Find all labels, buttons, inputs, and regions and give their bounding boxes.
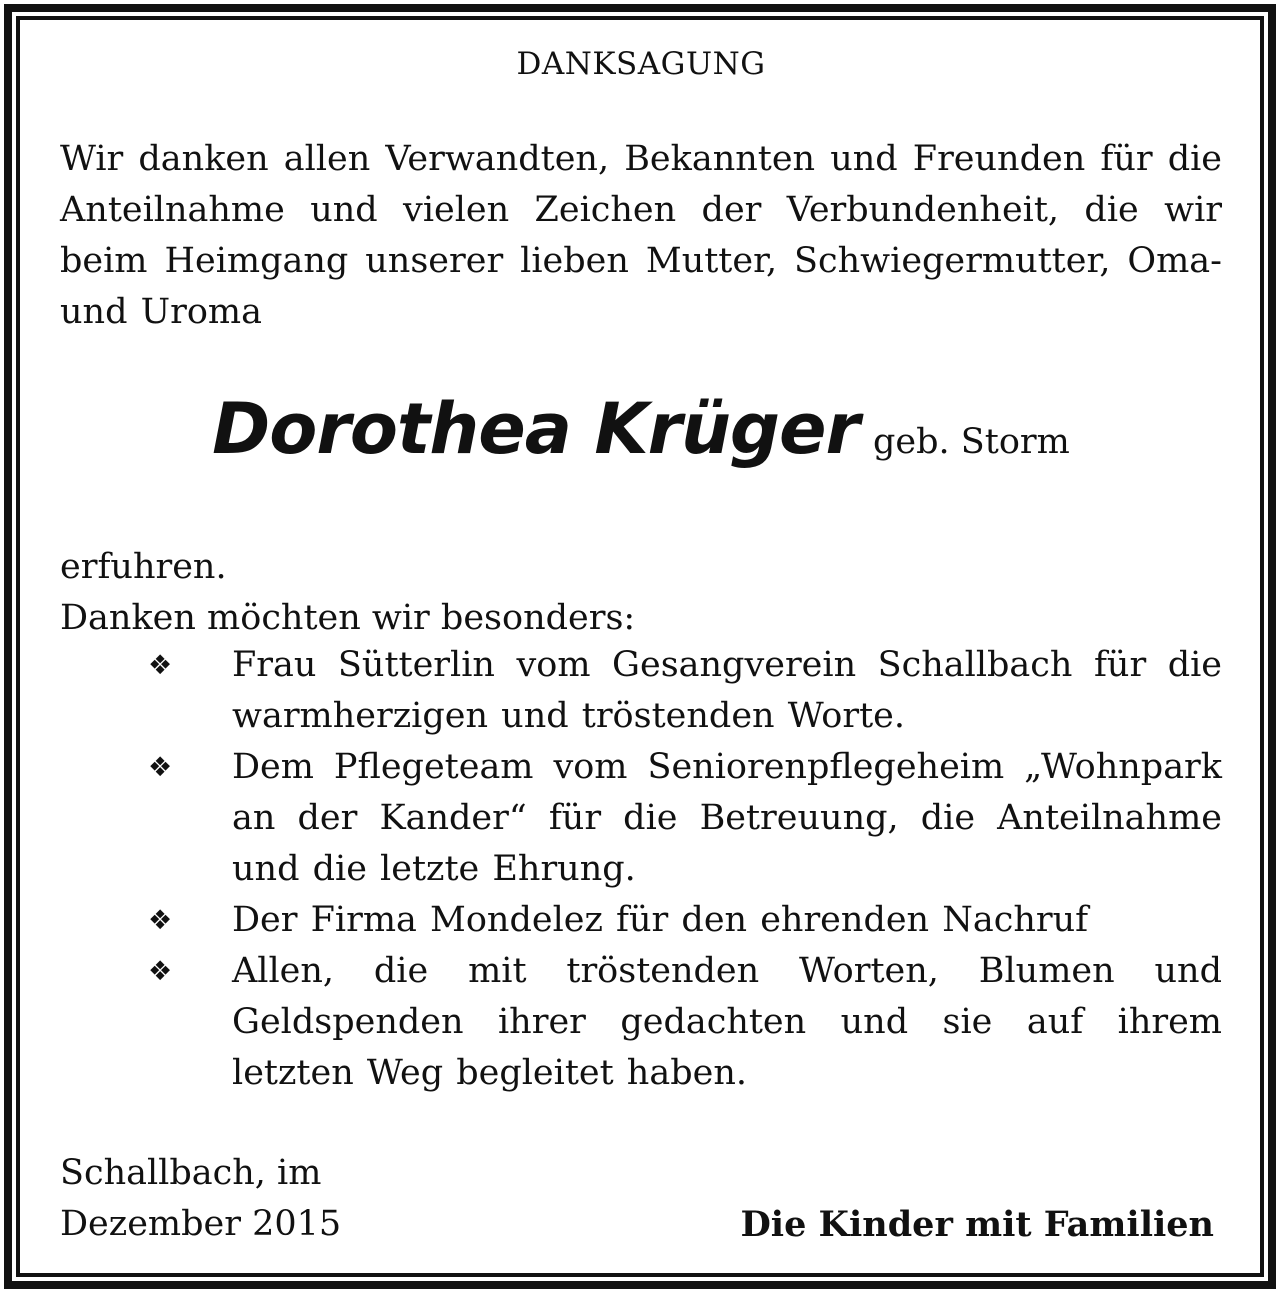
list-item [60, 895, 1222, 946]
maiden-name: geb. Storm [873, 422, 1070, 462]
after-name-text [60, 542, 1222, 644]
diamond-bullet-icon: ❖ [148, 650, 173, 681]
list-item-text: Allen, die mit tröstenden Worten, Blumen und Geldspenden ihrer gedachten und sie auf ihrem letzten Weg begleitet haben. [232, 951, 1222, 1093]
place-text: Schallbach, im [60, 1153, 322, 1193]
list-item-text: Dem Pflegeteam vom Seniorenpflegeheim „Wohnpark an der Kander“ für die Betreuung, die Anteilnahme und die letzte Ehrung. [232, 747, 1222, 889]
list-item [60, 946, 1222, 1099]
date-text: Dezember 2015 [60, 1204, 342, 1244]
diamond-bullet-icon: ❖ [148, 752, 173, 783]
list-item-text: Der Firma Mondelez für den ehrenden Nachruf [232, 900, 1089, 940]
intro-paragraph: Wir danken allen Verwandten, Bekannten und Freunden für die Anteilnahme und vielen Zeichen der Verbundenheit, die wir beim Heimgang unserer lieben Mutter, Schwiegermutter, Oma- und Uroma [60, 139, 1222, 332]
notice-content [60, 0, 1222, 1293]
deceased-name: Dorothea Krüger [212, 388, 860, 470]
deceased-name-line [60, 388, 1222, 470]
thanks-intro: Danken möchten wir besonders: [60, 598, 636, 638]
list-item-text: Frau Sütterlin vom Gesangverein Schallbach für die warmherzigen und tröstenden Worte. [232, 645, 1222, 736]
list-item [60, 742, 1222, 895]
signature: Die Kinder mit Familien [740, 1204, 1214, 1245]
after-name-line: erfuhren. [60, 547, 227, 587]
thanks-list [60, 640, 1222, 1099]
list-item [60, 640, 1222, 742]
notice-heading: DANKSAGUNG [516, 46, 766, 82]
place-date [60, 1148, 341, 1250]
diamond-bullet-icon: ❖ [148, 905, 173, 936]
diamond-bullet-icon: ❖ [148, 956, 173, 987]
